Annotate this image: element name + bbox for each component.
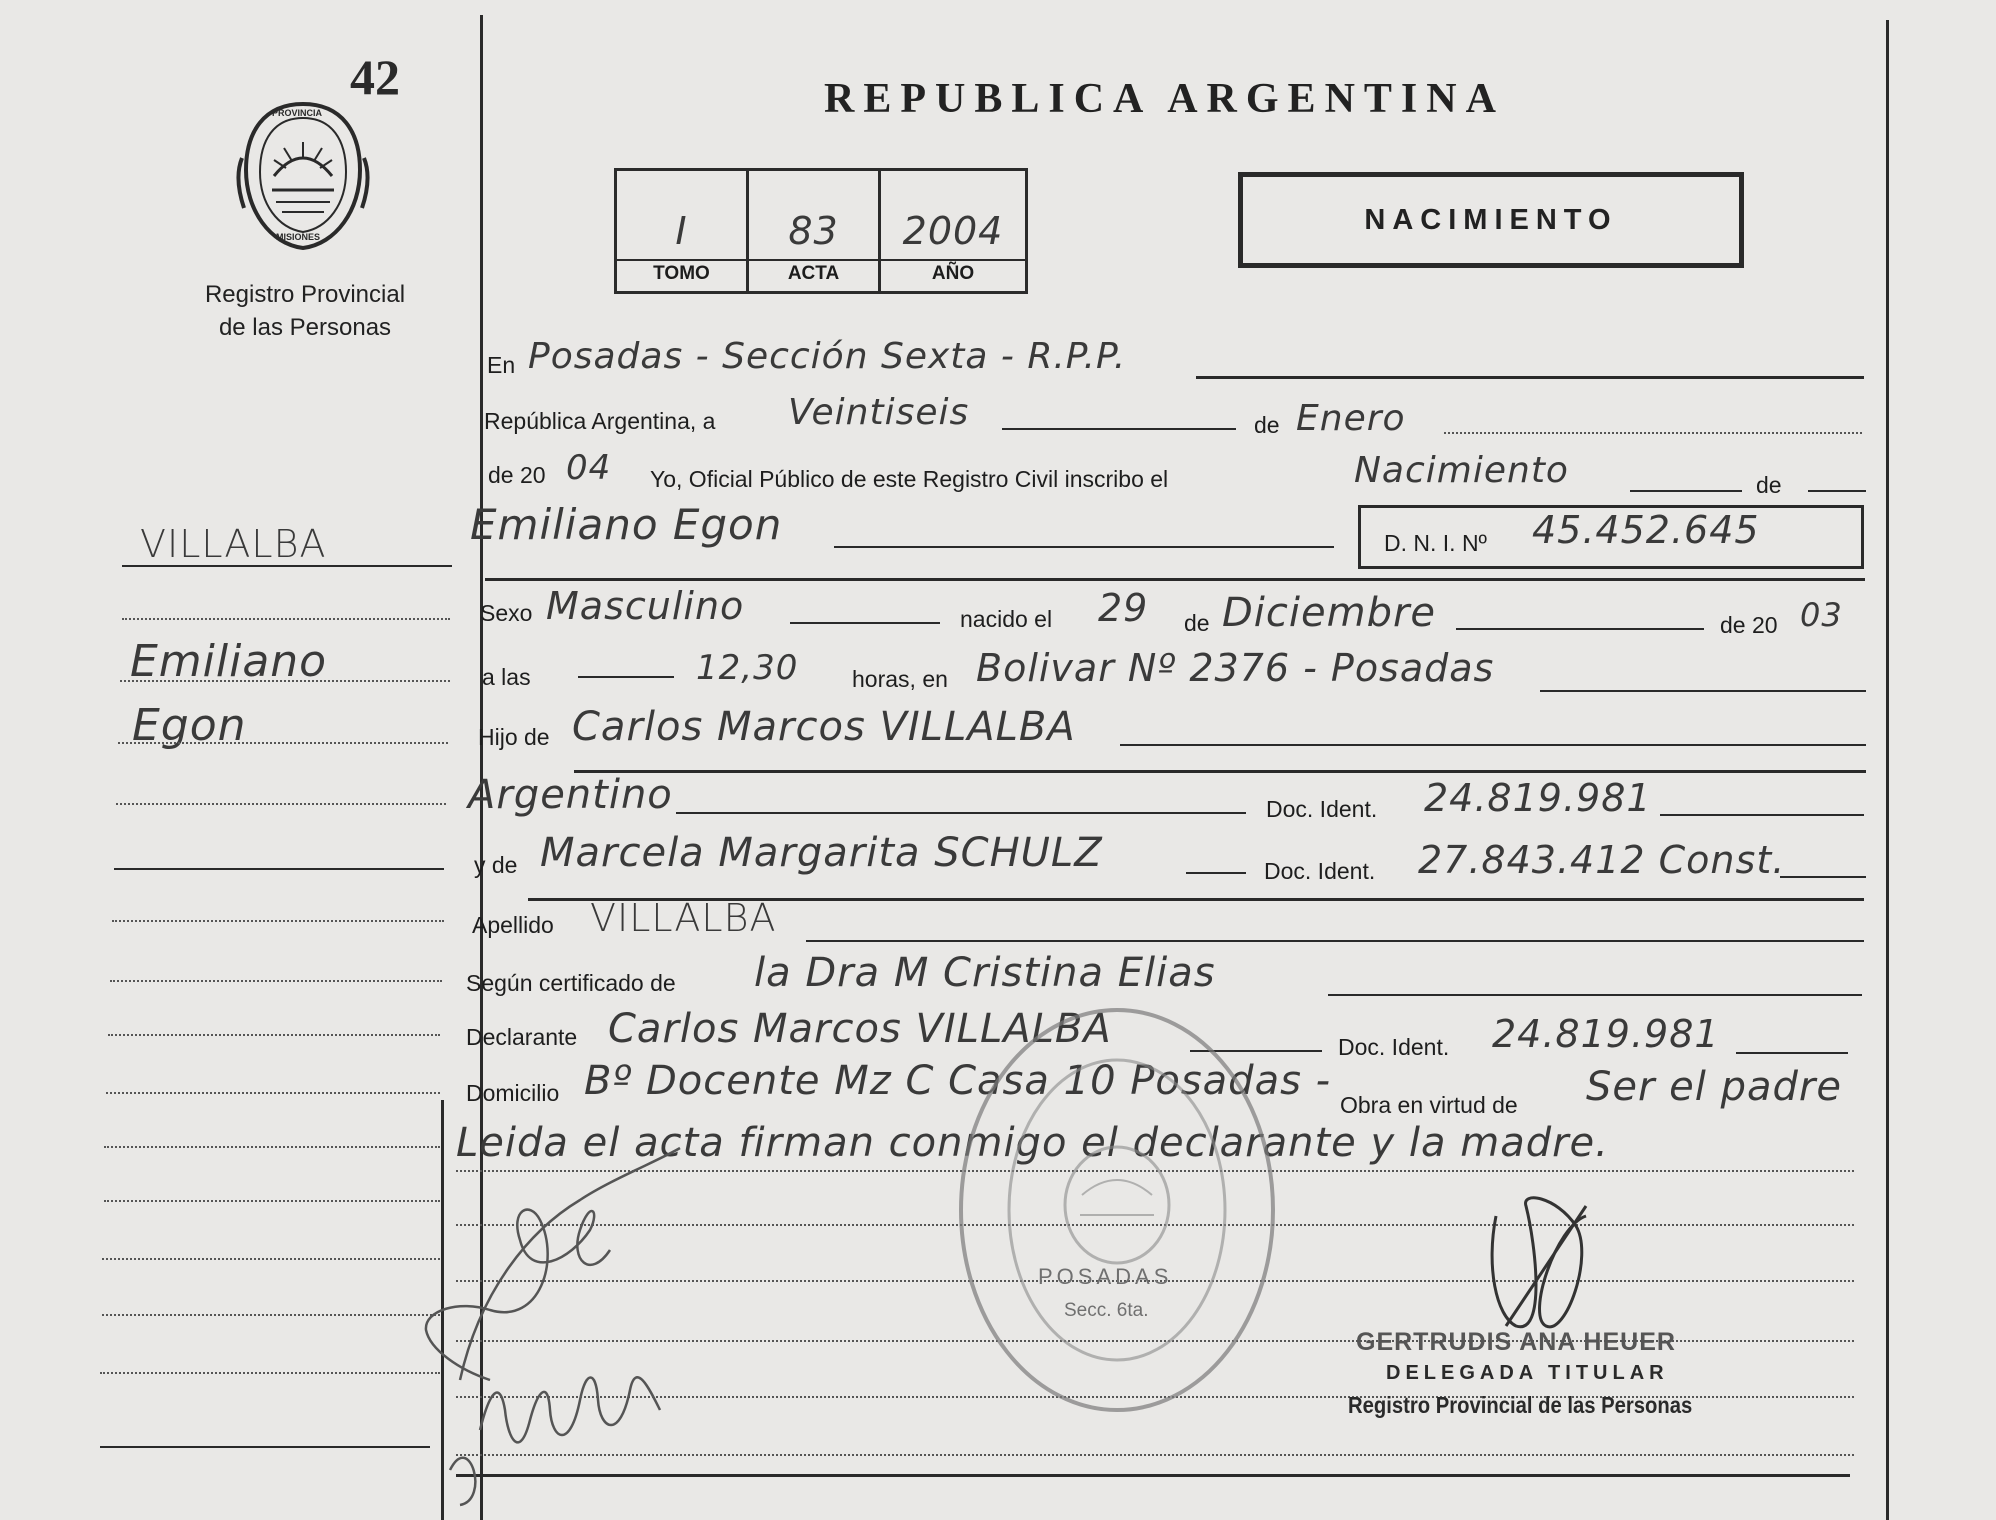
doc-ident-label-1: Doc. Ident. <box>1266 796 1378 822</box>
year-suffix: 04 <box>566 448 612 488</box>
mother-name: Marcela Margarita SCHULZ <box>540 830 1103 876</box>
act-type: Nacimiento <box>1354 450 1569 491</box>
registry-name-line1: Registro Provincial <box>204 281 406 308</box>
margin-solid-rule-1 <box>122 565 452 567</box>
row7-full-rule <box>574 770 1866 773</box>
doc-ident-label-2: Doc. Ident. <box>1264 858 1376 884</box>
row9-rule-a <box>1186 872 1246 874</box>
row8-rule-b <box>1660 814 1864 816</box>
officer-signature-icon <box>1476 1186 1596 1346</box>
birth-time: 12,30 <box>696 648 799 688</box>
declarant-signature <box>420 1140 710 1510</box>
declarant-signature-icon <box>420 1140 710 1510</box>
seal-text-top: PROVINCIA <box>272 108 323 118</box>
registry-name-line2: de las Personas <box>218 314 392 341</box>
reason-value: Ser el padre <box>1586 1064 1842 1110</box>
seal-text-bottom: MISIONES <box>276 232 321 242</box>
sex-value: Masculino <box>546 584 745 628</box>
stamp-seal-icon <box>952 1000 1282 1420</box>
officer-signature <box>1476 1186 1596 1346</box>
province-seal <box>232 98 374 254</box>
row11-rule <box>1328 994 1862 996</box>
closing-note: Leida el acta firman conmigo el declarante y la madre. <box>456 1120 1609 1166</box>
declarant-value: Carlos Marcos VILLALBA <box>608 1006 1112 1052</box>
a-las-label: a las <box>482 664 531 690</box>
margin-rule-15 <box>100 1372 440 1374</box>
row7-rule <box>1120 744 1866 746</box>
row9-rule-b <box>1780 876 1866 878</box>
margin-rule-2 <box>122 618 450 620</box>
row3-rule-a <box>1630 490 1742 492</box>
nacido-label: nacido el <box>960 606 1053 632</box>
horas-label: horas, en <box>852 666 948 692</box>
margin-rule-5 <box>116 803 446 805</box>
tomo-label: TOMO <box>653 263 710 284</box>
row6-rule-a <box>578 676 674 678</box>
margin-rule-4 <box>118 742 448 744</box>
oficial-text: Yo, Oficial Público de este Registro Civil inscribo el <box>650 466 1169 492</box>
month-value: Enero <box>1296 398 1406 439</box>
row4-rule <box>834 546 1334 548</box>
margin-rule-8 <box>110 980 442 982</box>
registry-name <box>160 278 450 344</box>
row4-full-rule <box>485 578 1865 581</box>
birth-month: Diciembre <box>1222 590 1437 636</box>
record-type-box: NACIMIENTO <box>1238 172 1744 268</box>
anio-cell <box>881 171 1025 291</box>
mother-doc: 27.843.412 Const. <box>1418 838 1786 882</box>
row6-rule-b <box>1540 690 1866 692</box>
margin-rule-10 <box>106 1092 440 1094</box>
birth-year-suffix: 03 <box>1800 596 1843 634</box>
de-20-label-2: de 20 <box>1720 612 1778 638</box>
sexo-label: Sexo <box>480 600 533 626</box>
de-label-3: de <box>1184 610 1210 636</box>
record-number-box <box>614 168 1028 294</box>
acta-value: 83 <box>788 209 839 253</box>
doc-ident-label-3: Doc. Ident. <box>1338 1034 1450 1060</box>
declarante-label: Declarante <box>466 1024 578 1050</box>
tomo-cell <box>617 171 749 291</box>
certifier-value: la Dra M Cristina Elias <box>754 950 1216 996</box>
de-20-label: de 20 <box>488 462 546 488</box>
anio-label: AÑO <box>931 263 975 284</box>
father-name: Carlos Marcos VILLALBA <box>572 704 1076 750</box>
stamp-line-1: POSADAS <box>1038 1264 1173 1289</box>
tomo-value: I <box>675 209 688 253</box>
acta-label: ACTA <box>787 263 840 284</box>
row2-rule-b <box>1444 432 1862 434</box>
margin-surname: VILLALBA <box>140 522 327 566</box>
address-value: Bº Docente Mz C Casa 10 Posadas - <box>584 1058 1332 1104</box>
right-page-border <box>1886 20 1889 1520</box>
father-doc: 24.819.981 <box>1424 776 1652 820</box>
dni-label: D. N. I. Nº <box>1384 530 1487 556</box>
domicilio-label: Domicilio <box>466 1080 560 1106</box>
margin-solid-rule-bottom <box>100 1446 430 1448</box>
officer-name: GERTRUDIS ANA HEUER <box>1356 1328 1676 1356</box>
margin-rule-7 <box>112 920 444 922</box>
officer-registry: Registro Provincial de las Personas <box>1348 1392 1693 1418</box>
birth-day: 29 <box>1098 586 1149 630</box>
place-value: Posadas - Sección Sexta - R.P.P. <box>528 336 1127 377</box>
father-nationality: Argentino <box>468 772 673 818</box>
de-label-2: de <box>1756 472 1782 498</box>
row12-rule-b <box>1736 1052 1848 1054</box>
child-name: Emiliano Egon <box>470 500 783 549</box>
margin-rule-14 <box>102 1314 440 1316</box>
margin-rule-3 <box>120 680 450 682</box>
province-seal-icon <box>232 98 374 254</box>
stamp-line-2: Secc. 6ta. <box>1064 1300 1149 1321</box>
anio-value: 2004 <box>902 209 1004 253</box>
row8-rule-a <box>676 812 1246 814</box>
row5-rule-b <box>1456 628 1704 630</box>
obra-label: Obra en virtud de <box>1340 1092 1518 1118</box>
officer-title: DELEGADA TITULAR <box>1386 1362 1669 1384</box>
row2-rule-a <box>1002 428 1236 430</box>
surname-value: VILLALBA <box>590 896 777 940</box>
margin-first-name: Emiliano <box>130 636 328 687</box>
de-label: de <box>1254 412 1280 438</box>
declarant-doc: 24.819.981 <box>1492 1012 1720 1056</box>
margin-rule-9 <box>108 1034 440 1036</box>
margin-middle-name: Egon <box>132 700 247 751</box>
day-text: Veintiseis <box>788 392 970 433</box>
margin-rule-12 <box>104 1200 440 1202</box>
dni-value: 45.452.645 <box>1532 508 1760 552</box>
en-label: En <box>487 352 516 378</box>
margin-rule-11 <box>104 1146 440 1148</box>
row3-rule-b <box>1808 490 1866 492</box>
margin-solid-rule-6 <box>114 868 444 870</box>
republica-label: República Argentina, a <box>484 408 716 434</box>
page-number: 42 <box>350 49 400 105</box>
acta-cell <box>749 171 881 291</box>
hijo-label: Hijo de <box>478 724 550 750</box>
official-stamp <box>952 1000 1282 1420</box>
row1-rule <box>1196 376 1864 379</box>
y-de-label: y de <box>474 852 518 878</box>
birth-place: Bolivar Nº 2376 - Posadas <box>976 646 1495 690</box>
country-title: REPUBLICA ARGENTINA <box>824 76 1505 122</box>
row10-rule <box>806 940 1864 942</box>
segun-label: Según certificado de <box>466 970 676 996</box>
apellido-label: Apellido <box>472 912 554 938</box>
row5-rule-a <box>790 622 940 624</box>
margin-rule-13 <box>102 1258 440 1260</box>
